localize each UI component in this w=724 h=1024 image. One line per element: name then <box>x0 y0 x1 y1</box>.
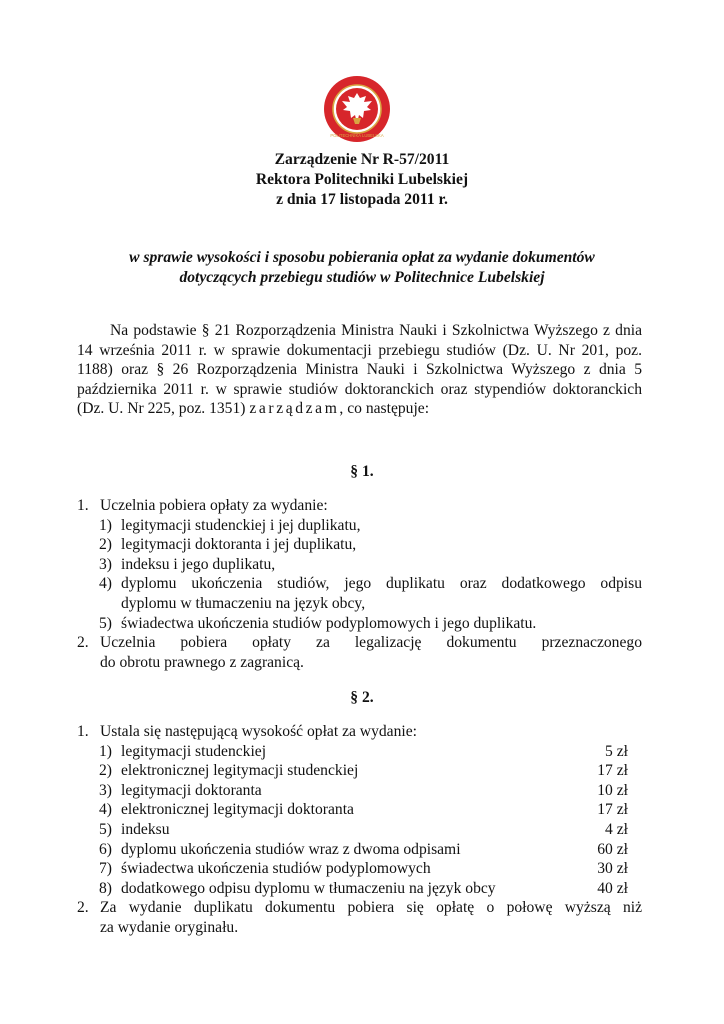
fee-description: dyplomu ukończenia studiów wraz z dwoma odpisami <box>121 840 461 858</box>
subitem-number: 4) <box>99 575 112 593</box>
fee-amount: 4 zł <box>605 820 628 838</box>
fee-row <box>77 859 642 879</box>
title-line-1: Zarządzenie Nr R-57/2011 <box>274 151 450 168</box>
item-text-line-2: do obrotu prawnego z zagranicą. <box>100 653 304 671</box>
section-1-heading: § 1. <box>350 463 374 480</box>
section-1-subitem <box>77 614 642 634</box>
title-line-3: z dnia 17 listopada 2011 r. <box>276 191 448 208</box>
fee-row <box>77 820 642 840</box>
item-number: 2. <box>77 634 89 652</box>
fee-number: 2) <box>99 762 112 780</box>
decree-word: zarządzam <box>249 400 340 418</box>
subitem-text: legitymacji studenckiej i jej duplikatu, <box>121 516 361 534</box>
fee-row <box>77 840 642 860</box>
subitem-text: indeksu i jego duplikatu, <box>121 555 276 573</box>
section-1-item-2 <box>77 633 642 672</box>
fee-amount: 5 zł <box>605 742 628 760</box>
section-2-list <box>77 722 642 938</box>
item-text-line-2: za wydanie oryginału. <box>100 918 239 936</box>
fee-amount: 10 zł <box>597 781 628 799</box>
subitem-text-line-2: dyplomu w tłumaczeniu na język obcy, <box>121 594 366 612</box>
item-text-line-1: Uczelnia pobiera opłaty za legalizację dokumentu przeznaczonego <box>100 634 642 652</box>
section-1-subitem <box>77 535 642 555</box>
fee-row <box>77 742 642 762</box>
fee-amount: 17 zł <box>597 762 628 780</box>
item-text: Ustala się następującą wysokość opłat za wydanie: <box>100 723 417 740</box>
item-number: 2. <box>77 899 89 917</box>
fee-amount: 30 zł <box>597 860 628 878</box>
subitem-text-line-1: dyplomu ukończenia studiów, jego duplikatu oraz dodatkowego odpisu <box>121 575 642 593</box>
document-subject <box>0 248 724 288</box>
subitem-number: 3) <box>99 555 112 573</box>
fee-row <box>77 761 642 781</box>
section-1-subitem <box>77 516 642 536</box>
fee-amount: 40 zł <box>597 879 628 897</box>
fee-number: 8) <box>99 879 112 897</box>
section-2-item-2 <box>77 898 642 937</box>
fee-description: elektronicznej legitymacji doktoranta <box>121 801 354 819</box>
decree-tail: , co następuje: <box>339 400 430 418</box>
item-number: 1. <box>77 723 89 740</box>
section-1-subitem <box>77 555 642 575</box>
fee-amount: 17 zł <box>597 801 628 819</box>
document-title <box>0 150 724 210</box>
subitem-number: 2) <box>99 536 112 554</box>
title-line-2: Rektora Politechniki Lubelskiej <box>255 171 469 188</box>
fee-number: 3) <box>99 781 112 799</box>
subitem-text: świadectwa ukończenia studiów podyplomowych i jego duplikatu. <box>121 614 537 632</box>
section-1-subitem <box>77 574 642 613</box>
section-2-item-1 <box>77 722 642 742</box>
fee-number: 4) <box>99 801 112 819</box>
item-text: Uczelnia pobiera opłaty za wydanie: <box>100 497 328 514</box>
fee-description: legitymacji doktoranta <box>121 781 262 799</box>
university-logo <box>322 74 392 144</box>
section-1-item-1 <box>77 496 642 516</box>
fee-description: elektronicznej legitymacji studenckiej <box>121 762 359 780</box>
subitem-number: 1) <box>99 516 112 534</box>
fee-number: 5) <box>99 820 112 838</box>
fee-number: 1) <box>99 742 112 760</box>
item-number: 1. <box>77 497 89 514</box>
section-2-heading: § 2. <box>350 689 374 706</box>
fee-description: indeksu <box>121 820 170 838</box>
fee-row <box>77 879 642 899</box>
subitem-text: legitymacji doktoranta i jej duplikatu, <box>121 536 357 554</box>
preamble-paragraph <box>77 321 642 419</box>
preamble-text: Na podstawie § 21 Rozporządzenia Ministra Nauki i Szkolnictwa Wyższego z dnia 14 września 2011 r. w sprawie dokumentacji przebiegu studiów (Dz. U. Nr 201, poz. 1188) oraz § 26 Rozporządzenia Ministra Nauki i Szkolnictwa Wyższego z dnia 5 października 2011 r. w sprawie studiów doktoranckich oraz stypendiów doktoranckich (Dz. U. Nr 225, poz. 1351) <box>77 322 642 418</box>
fee-amount: 60 zł <box>597 840 628 858</box>
fee-description: legitymacji studenckiej <box>121 742 267 760</box>
fee-number: 7) <box>99 860 112 878</box>
fee-row <box>77 800 642 820</box>
fee-description: świadectwa ukończenia studiów podyplomowych <box>121 860 431 878</box>
fee-number: 6) <box>99 840 112 858</box>
section-1-list <box>77 496 642 672</box>
fee-row <box>77 781 642 801</box>
subject-line-2: dotyczących przebiegu studiów w Politechnice Lubelskiej <box>179 269 545 286</box>
logo-ring-text: POLITECHNIKA LUBELSKA <box>330 133 384 138</box>
subitem-number: 5) <box>99 614 112 632</box>
preamble <box>77 321 642 419</box>
subject-line-1: w sprawie wysokości i sposobu pobierania opłat za wydanie dokumentów <box>129 249 595 266</box>
item-text-line-1: Za wydanie duplikatu dokumentu pobiera się opłatę o połowę wyższą niż <box>100 899 642 917</box>
fee-description: dodatkowego odpisu dyplomu w tłumaczeniu na język obcy <box>121 879 496 897</box>
